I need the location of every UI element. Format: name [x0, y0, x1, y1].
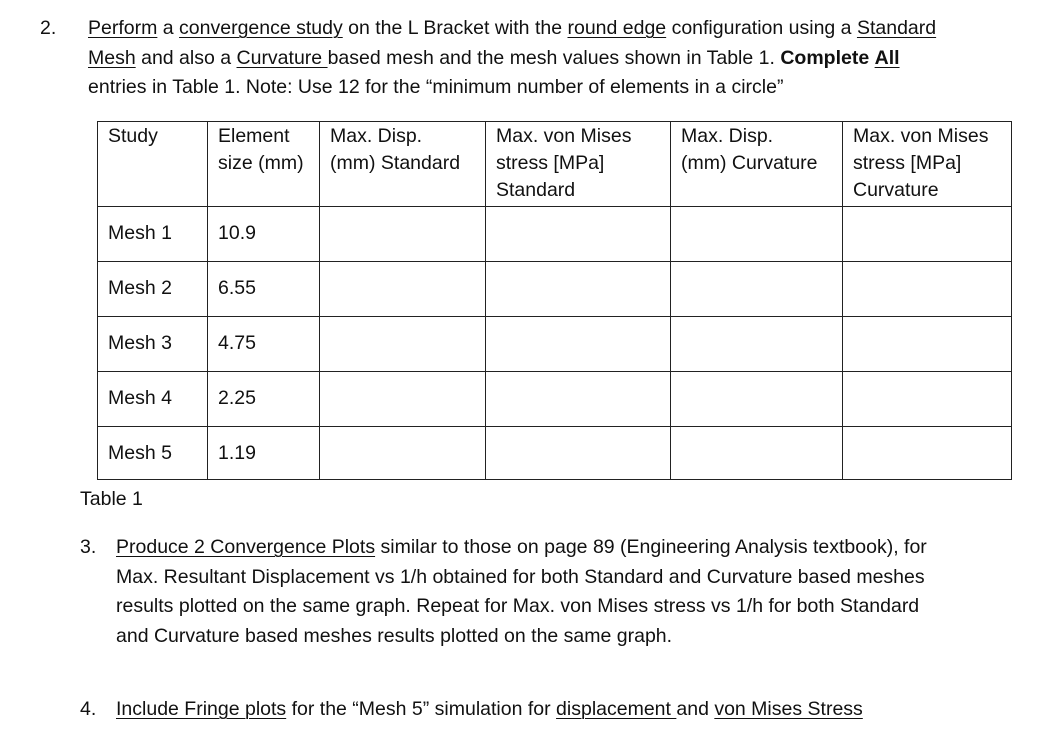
table-row — [98, 262, 1012, 317]
bold-text: Complete — [780, 46, 870, 69]
cell-stress-curvature[interactable] — [843, 207, 1012, 262]
underlined-text: von Mises Stress — [714, 698, 863, 720]
table-row — [98, 372, 1012, 427]
question-text — [116, 533, 927, 651]
underlined-text: All — [874, 46, 900, 69]
underlined-text: Include Fringe plots — [116, 698, 287, 720]
cell-stress-standard[interactable] — [486, 262, 671, 317]
cell-element-size: 1.19 — [208, 427, 320, 480]
bold-text — [875, 47, 900, 69]
question-number: 3. — [80, 536, 97, 558]
text-line: and Curvature based meshes results plotted on the same graph. — [116, 624, 673, 647]
text-span: based mesh and the mesh values shown in Table 1. — [327, 46, 781, 69]
text-line: entries in Table 1. Note: Use 12 for the “minimum number of elements in a circle” — [88, 76, 784, 98]
cell-stress-standard[interactable] — [486, 372, 671, 427]
text-line — [88, 44, 936, 74]
cell-study: Mesh 5 — [98, 427, 208, 480]
text-line: results plotted on the same graph. Repeat for Max. von Mises stress vs 1/h for both Standard — [116, 595, 920, 617]
question-text — [116, 695, 863, 725]
cell-study: Mesh 2 — [98, 262, 208, 317]
cell-stress-curvature[interactable] — [843, 317, 1012, 372]
underlined-text: round edge — [567, 17, 667, 39]
question-3 — [80, 533, 1030, 653]
header-element-size: Element size (mm) — [208, 122, 320, 207]
underlined-text: Mesh — [88, 46, 136, 69]
text-line: Max. Resultant Displacement vs 1/h obtained for both Standard and Curvature based meshes — [116, 565, 925, 588]
text-span: for the “Mesh 5” simulation for — [286, 698, 557, 720]
question-4 — [80, 695, 1030, 727]
text-span: and — [676, 698, 715, 720]
underlined-text: Perform — [88, 17, 158, 39]
cell-element-size: 6.55 — [208, 262, 320, 317]
question-number: 4. — [80, 698, 97, 720]
text-line — [116, 533, 927, 563]
cell-stress-curvature[interactable] — [843, 372, 1012, 427]
cell-disp-standard[interactable] — [320, 262, 486, 317]
cell-disp-curvature[interactable] — [671, 427, 843, 480]
cell-element-size: 2.25 — [208, 372, 320, 427]
underlined-text: Standard — [856, 17, 937, 39]
cell-stress-curvature[interactable] — [843, 427, 1012, 480]
text-line — [88, 14, 936, 44]
header-max-disp-curvature: Max. Disp. (mm) Curvature — [671, 122, 843, 207]
cell-stress-standard[interactable] — [486, 317, 671, 372]
cell-disp-standard[interactable] — [320, 372, 486, 427]
cell-disp-standard[interactable] — [320, 427, 486, 480]
cell-element-size: 4.75 — [208, 317, 320, 372]
cell-study: Mesh 3 — [98, 317, 208, 372]
cell-stress-curvature[interactable] — [843, 262, 1012, 317]
cell-study: Mesh 1 — [98, 207, 208, 262]
question-number: 2. — [40, 17, 57, 39]
underlined-text: convergence study — [179, 17, 343, 39]
underlined-text: displacement — [556, 698, 677, 720]
text-span: similar to those on page 89 (Engineering Analysis textbook), for — [375, 536, 927, 558]
cell-disp-standard[interactable] — [320, 317, 486, 372]
cell-disp-curvature[interactable] — [671, 207, 843, 262]
underlined-text: Curvature — [236, 46, 328, 69]
results-table — [97, 121, 1012, 480]
cell-disp-standard[interactable] — [320, 207, 486, 262]
text-line — [116, 695, 863, 725]
underlined-text: Produce 2 Convergence Plots — [116, 536, 376, 558]
text-span: on the L Bracket with the — [342, 17, 568, 39]
header-study: Study — [98, 122, 208, 207]
cell-stress-standard[interactable] — [486, 427, 671, 480]
cell-disp-curvature[interactable] — [671, 262, 843, 317]
question-text — [88, 14, 936, 103]
table-row — [98, 317, 1012, 372]
cell-stress-standard[interactable] — [486, 207, 671, 262]
cell-disp-curvature[interactable] — [671, 372, 843, 427]
cell-element-size: 10.9 — [208, 207, 320, 262]
table-row — [98, 427, 1012, 480]
text-span: a — [157, 17, 180, 39]
cell-disp-curvature[interactable] — [671, 317, 843, 372]
cell-study: Mesh 4 — [98, 372, 208, 427]
text-span: configuration using a — [666, 17, 857, 39]
question-2 — [40, 14, 1030, 106]
table-caption: Table 1 — [80, 488, 143, 510]
header-max-stress-standard: Max. von Mises stress [MPa] Standard — [486, 122, 671, 207]
header-max-stress-curvature: Max. von Mises stress [MPa] Curvature — [843, 122, 1012, 207]
header-max-disp-standard: Max. Disp. (mm) Standard — [320, 122, 486, 207]
table-header-row — [98, 122, 1012, 207]
table-row — [98, 207, 1012, 262]
text-span: and also a — [135, 46, 237, 69]
